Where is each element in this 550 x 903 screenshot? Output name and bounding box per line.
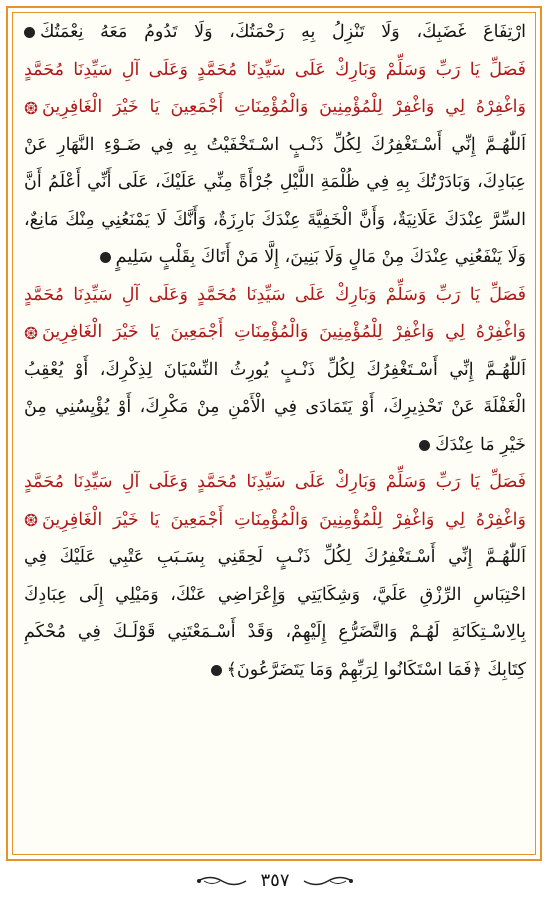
verse-end-dot-icon (24, 27, 35, 38)
salawat-line (24, 89, 526, 127)
line-text: كِتَابِكَ ﴿فَمَا اسْتَكَانُوا لِرَبِّهِمْ وَمَا يَتَضَرَّعُونَ﴾ (226, 659, 526, 680)
line-text: فَصَلِّ يَا رَبِّ وَسَلِّمْ وَبَارِكْ عَلَى سَيِّدِنَا مُحَمَّدٍ وَعَلَى آلِ سَيِّدِنَا مُحَمَّدٍ (24, 472, 526, 492)
line-text: عِبَادِكَ، وَبَادَرْتُكَ بِهِ فِي ظُلْمَةِ اللَّيْلِ جُرْأَةً مِنِّي عَلَيْكَ، عَلَى أَنِّي أَعْلَمُ أَنَّ (24, 172, 526, 192)
salawat-line (24, 502, 526, 540)
prayer-line (24, 539, 526, 577)
verse-end-dot-icon (211, 665, 222, 676)
verse-end-dot-icon (419, 440, 430, 451)
salawat-line (24, 277, 526, 315)
prayer-line (24, 389, 526, 427)
prayer-line (24, 202, 526, 240)
salawat-line (24, 464, 526, 502)
prayer-line (24, 652, 526, 690)
prayer-line (24, 614, 526, 652)
prayer-line (24, 14, 526, 52)
line-text: وَاغْفِرْهُ لِي وَاغْفِرْ لِلْمُؤْمِنِينَ وَالْمُؤْمِنَاتِ أَجْمَعِينَ يَا خَيْرَ الْغَافِرِينَ (42, 509, 526, 530)
line-text: السِّرَّ عِنْدَكَ عَلَانِيَةٌ، وَأَنَّ الْخَفِيَّةَ عِنْدَكَ بَارِزَةٌ، وَأَنَّكَ لَا يَمْنَعُنِي مِنْكَ مَانِعٌ، (24, 209, 526, 230)
line-text: اَللّٰهُـمَّ إِنِّي أَسْـتَغْفِرُكَ لِكُلِّ ذَنْـبٍ يُورِثُ النِّسْيَانَ لِذِكْرِكَ، أَوْ يُعْقِبُ (24, 359, 526, 380)
verse-end-dot-icon (100, 252, 111, 263)
prayer-line (24, 127, 526, 165)
prayer-line (24, 427, 526, 465)
line-text: الْغَفْلَةَ عَنْ تَحْذِيرِكَ، أَوْ يَتَمَادَى فِي الْأَمْنِ مِنْ مَكْرِكَ، أَوْ يُؤْيِسُنِي مِنْ (24, 397, 526, 417)
rosette-icon (24, 326, 38, 340)
line-text: فَصَلِّ يَا رَبِّ وَسَلِّمْ وَبَارِكْ عَلَى سَيِّدِنَا مُحَمَّدٍ وَعَلَى آلِ سَيِّدِنَا مُحَمَّدٍ (24, 59, 526, 80)
line-text: وَاغْفِرْهُ لِي وَاغْفِرْ لِلْمُؤْمِنِينَ وَالْمُؤْمِنَاتِ أَجْمَعِينَ يَا خَيْرَ الْغَافِرِينَ (42, 97, 526, 117)
line-text: ارْتِفَاعَ غَضَبِكَ، وَلَا تَنْزِلُ بِهِ رَحْمَتُكَ، وَلَا تَدُومُ مَعَهُ نِعْمَتُكَ (40, 22, 526, 42)
line-text: خَيْرِ مَا عِنْدَكَ (435, 434, 526, 455)
prayer-text-body (24, 14, 526, 689)
line-text: احْتِبَاسِ الرِّزْقِ عَلَيَّ، وَشِكَايَتِي وَإِعْرَاضِي عَنْكَ، وَمَيْلِي إِلَى عِبَادِكَ (24, 584, 526, 605)
prayer-line (24, 577, 526, 615)
line-text: اَللّٰهُـمَّ إِنِّي أَسْـتَغْفِرُكَ لِكُلِّ ذَنْـبٍ لَحِقَنِي بِسَـبَبِ عَتْبِي عَلَيْكَ فِي (24, 547, 526, 567)
line-text: وَاغْفِرْهُ لِي وَاغْفِرْ لِلْمُؤْمِنِينَ وَالْمُؤْمِنَاتِ أَجْمَعِينَ يَا خَيْرَ الْغَافِرِينَ (42, 322, 526, 342)
line-text: وَلَا يَنْفَعُنِي عِنْدَكَ مِنْ مَالٍ وَلَا بَنِينَ، إِلَّا مَنْ أَتَاكَ بِقَلْبٍ سَلِيمٍ (115, 247, 526, 267)
rosette-icon (24, 101, 38, 115)
prayer-line (24, 239, 526, 277)
line-text: بِالِاسْـتِكَانَةِ لَهُـمْ وَالتَّضَرُّعِ إِلَيْهِمْ، وَقَدْ أَسْـمَعْتَنِي قَوْلَـكَ فِي مُحْكَمِ (24, 622, 526, 642)
line-text: اَللّٰهُـمَّ إِنِّي أَسْـتَغْفِرُكَ لِكُلِّ ذَنْـبٍ اسْـتَخْفَيْتُ بِهِ فِي ضَـوْءِ النَّهَارِ عَنْ (24, 134, 526, 155)
rosette-icon (24, 513, 38, 527)
salawat-line (24, 52, 526, 90)
page-footer (0, 866, 550, 898)
page-number: ٣٥٧ (260, 870, 290, 891)
prayer-line (24, 352, 526, 390)
right-ornament-icon (302, 874, 354, 888)
salawat-line (24, 314, 526, 352)
line-text: فَصَلِّ يَا رَبِّ وَسَلِّمْ وَبَارِكْ عَلَى سَيِّدِنَا مُحَمَّدٍ وَعَلَى آلِ سَيِّدِنَا مُحَمَّدٍ (24, 284, 526, 305)
prayer-line (24, 164, 526, 202)
